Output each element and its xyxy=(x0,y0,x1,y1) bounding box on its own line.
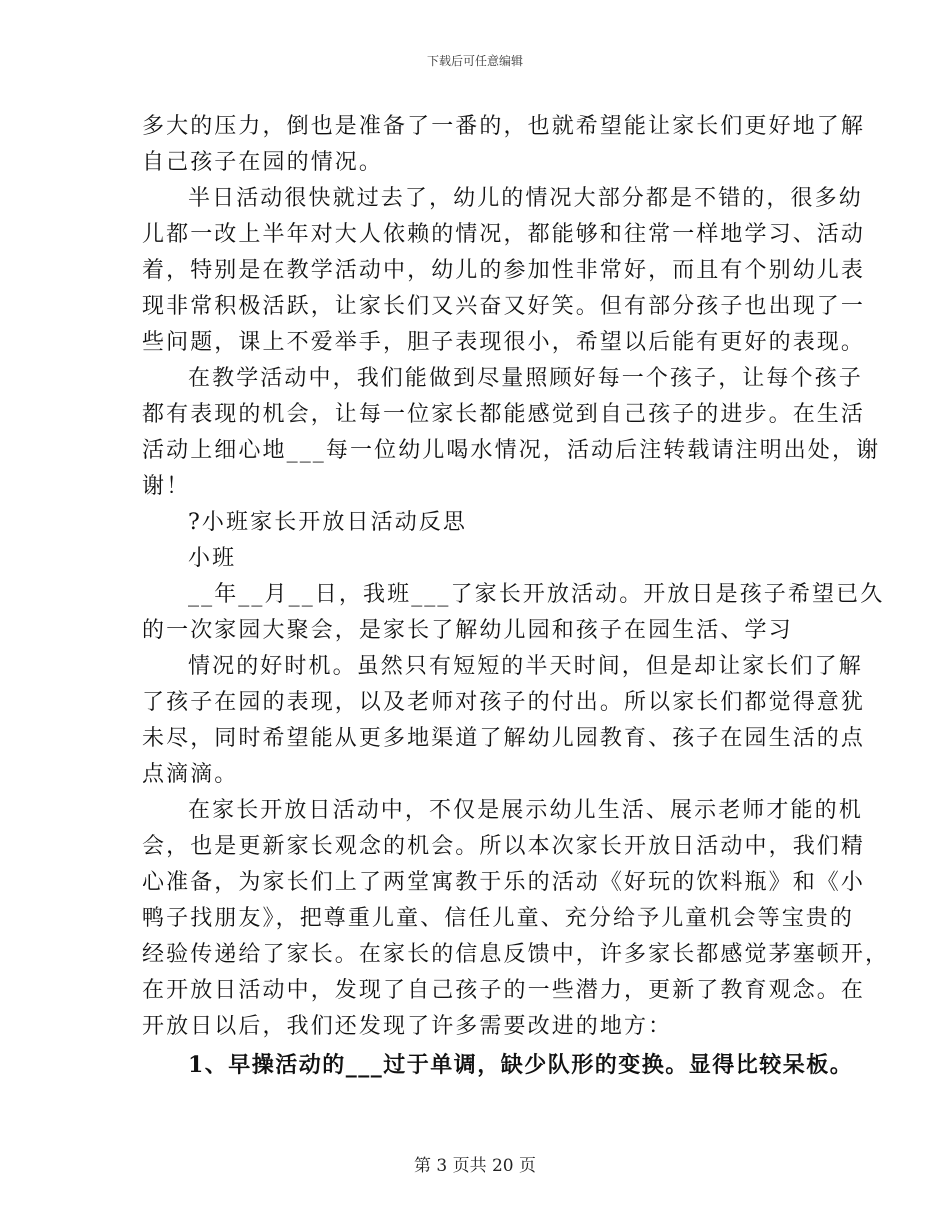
text-line: 情况的好时机。虽然只有短短的半天时间，但是却让家长们了解 xyxy=(188,654,863,679)
text-line: 鸭子找朋友》，把尊重儿童、信任儿童、充分给予儿童机会等宝贵的 xyxy=(142,906,855,931)
text-line: 经验传递给了家长。在家长的信息反馈中，许多家长都感觉茅塞顿开， xyxy=(142,942,890,967)
text-line: __年__月__日，我班___了家长开放活动。开放日是孩子希望已久 xyxy=(188,582,885,607)
text-line: 心准备，为家长们上了两堂寓教于乐的活动《好玩的饮料瓶》和《小 xyxy=(142,870,866,895)
text-line: 的一次家园大聚会，是家长了解幼儿园和孩子在园生活、学习 xyxy=(142,618,793,643)
text-line: 多大的压力，倒也是准备了一番的，也就希望能让家长们更好地了解 xyxy=(142,114,866,139)
text-line: 未尽，同时希望能从更多地渠道了解幼儿园教育、孩子在园生活的点 xyxy=(142,726,866,751)
text-line: 儿都一改上半年对大人依赖的情况，都能够和往常一样地学习、活动 xyxy=(142,222,866,247)
text-line: 点滴滴。 xyxy=(142,762,239,787)
section-heading: ?小班家长开放日活动反思 xyxy=(188,510,467,535)
text-line: 在教学活动中，我们能做到尽量照顾好每一个孩子，让每个孩子 xyxy=(188,366,863,391)
text-line: 小班 xyxy=(188,546,237,571)
text-line: 活动上细心地___每一位幼儿喝水情况，活动后注转载请注明出处，谢 xyxy=(142,438,881,463)
text-line: 半日活动很快就过去了，幼儿的情况大部分都是不错的，很多幼 xyxy=(188,186,863,211)
list-item-bold: 1、早操活动的___过于单调，缺少队形的变换。显得比较呆板。 xyxy=(188,1052,854,1078)
text-line: 在开放日活动中，发现了自己孩子的一些潜力，更新了教育观念。在 xyxy=(142,978,866,1003)
text-line: 着，特别是在教学活动中，幼儿的参加性非常好，而且有个别幼儿表 xyxy=(142,258,866,283)
text-line: 些问题，课上不爱举手，胆子表现很小，希望以后能有更好的表现。 xyxy=(142,330,866,355)
text-line: 现非常积极活跃，让家长们又兴奋又好笑。但有部分孩子也出现了一 xyxy=(142,294,866,319)
page-number: 第 3 页共 20 页 xyxy=(413,1156,537,1176)
text-line: 在家长开放日活动中，不仅是展示幼儿生活、展示老师才能的机 xyxy=(188,798,863,823)
text-line: 开放日以后，我们还发现了许多需要改进的地方： xyxy=(142,1014,673,1039)
text-line: 会，也是更新家长观念的机会。所以本次家长开放日活动中，我们精 xyxy=(142,834,866,859)
text-line: 谢！ xyxy=(142,474,191,499)
text-line: 了孩子在园的表现，以及老师对孩子的付出。所以家长们都觉得意犹 xyxy=(142,690,866,715)
text-line: 自己孩子在园的情况。 xyxy=(142,150,384,175)
text-line: 都有表现的机会，让每一位家长都能感觉到自己孩子的进步。在生活 xyxy=(142,402,866,427)
page-header: 下载后可任意编辑 xyxy=(426,54,523,68)
